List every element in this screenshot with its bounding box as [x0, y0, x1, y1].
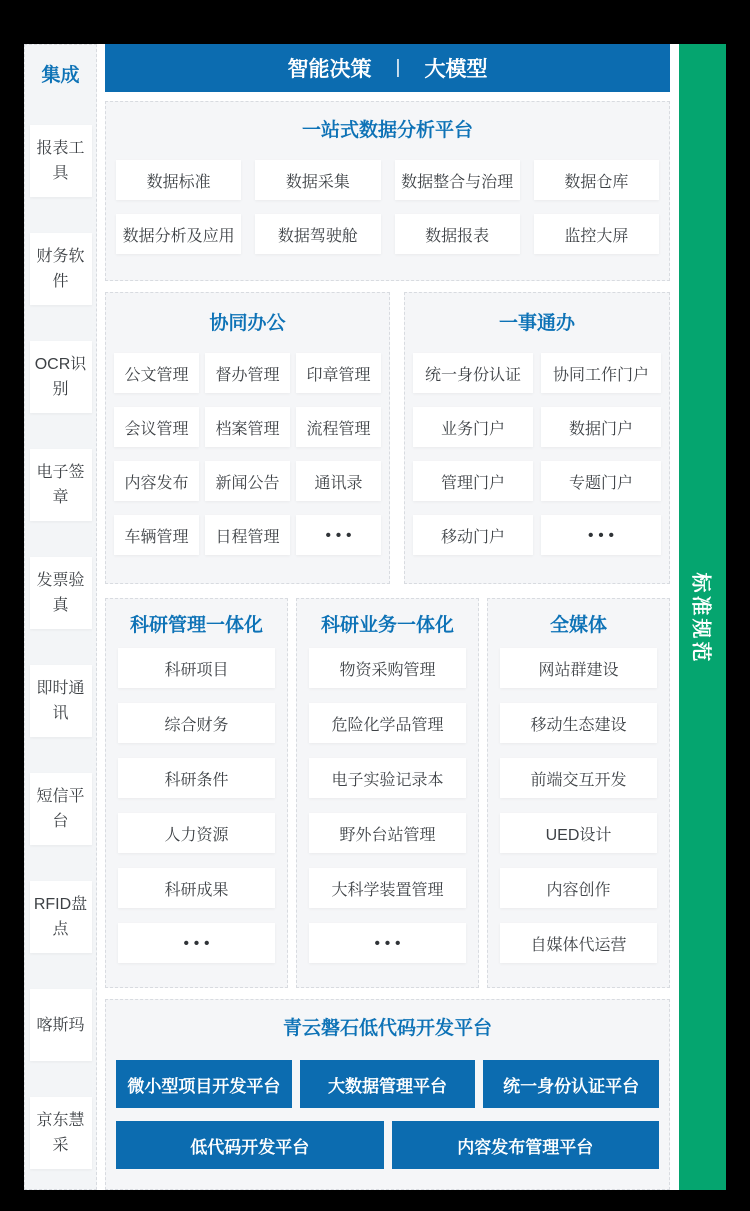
sidebar-item-kasma: 喀斯玛	[30, 989, 92, 1061]
section-research-mgmt	[105, 598, 288, 988]
module-card: 督办管理	[205, 353, 290, 393]
module-card: 物资采购管理	[309, 648, 466, 688]
module-card: 科研项目	[118, 648, 275, 688]
module-card: 车辆管理	[114, 515, 199, 555]
office-grid	[114, 353, 381, 555]
section-collab-office	[105, 292, 390, 584]
section-title: 青云磐石低代码开发平台	[282, 1018, 492, 1039]
section-title: 一站式数据分析平台	[301, 120, 473, 141]
sidebar-item-instant-messaging: 即时通讯	[30, 665, 92, 737]
module-card: 数据采集	[255, 160, 380, 200]
ellipsis-card: •••	[309, 923, 466, 963]
row-office-onestop	[105, 292, 670, 584]
section-title: 全媒体	[549, 615, 607, 636]
platform-button: 内容发布管理平台	[392, 1121, 660, 1169]
research-biz-stack	[309, 648, 466, 963]
module-card: 会议管理	[114, 407, 199, 447]
section-data-analytics	[105, 101, 670, 281]
module-card: 通讯录	[296, 461, 381, 501]
sidebar-item-finance-software: 财务软件	[30, 233, 92, 305]
onestop-grid	[413, 353, 661, 555]
module-card: 新闻公告	[205, 461, 290, 501]
banner-item-large-model: 大模型	[424, 58, 488, 81]
module-card: 数据标准	[116, 160, 241, 200]
module-card: 监控大屏	[534, 214, 659, 254]
banner-divider: |	[395, 57, 401, 78]
module-card: 数据整合与治理	[395, 160, 520, 200]
sidebar-item-invoice-verify: 发票验真	[30, 557, 92, 629]
sidebar-item-jd-procurement: 京东慧采	[30, 1097, 92, 1169]
module-card: 危险化学品管理	[309, 703, 466, 743]
module-card: 数据门户	[541, 407, 661, 447]
platform-button: 微小型项目开发平台	[116, 1060, 292, 1108]
research-mgmt-stack	[118, 648, 275, 963]
module-card: 日程管理	[205, 515, 290, 555]
module-card: 公文管理	[114, 353, 199, 393]
section-title: 科研业务一体化	[320, 615, 454, 636]
section-omnimedia	[487, 598, 670, 988]
module-card: 前端交互开发	[500, 758, 657, 798]
lowcode-row-1	[116, 1060, 659, 1108]
module-card: UED设计	[500, 813, 657, 853]
platform-button: 统一身份认证平台	[483, 1060, 659, 1108]
top-banner	[105, 44, 670, 92]
module-card: 管理门户	[413, 461, 533, 501]
section-title: 一事通办	[498, 313, 575, 334]
section-one-stop	[404, 292, 670, 584]
module-card: 科研成果	[118, 868, 275, 908]
module-card: 自媒体代运营	[500, 923, 657, 963]
standards-bar-label: 标准规范	[689, 572, 711, 665]
row-research-media	[105, 598, 670, 988]
section-title: 协同办公	[209, 313, 286, 334]
module-card: 科研条件	[118, 758, 275, 798]
omnimedia-stack	[500, 648, 657, 963]
module-card: 网站群建设	[500, 648, 657, 688]
module-card: 数据分析及应用	[116, 214, 241, 254]
sidebar-item-sms-platform: 短信平台	[30, 773, 92, 845]
sidebar-item-rfid-inventory: RFID盘点	[30, 881, 92, 953]
analytics-grid	[116, 160, 659, 254]
section-title: 科研管理一体化	[129, 615, 263, 636]
module-card: 人力资源	[118, 813, 275, 853]
sidebar-item-report-tools: 报表工具	[30, 125, 92, 197]
module-card: 综合财务	[118, 703, 275, 743]
ellipsis-card: •••	[541, 515, 661, 555]
architecture-diagram	[24, 44, 726, 1190]
module-card: 野外台站管理	[309, 813, 466, 853]
section-research-biz	[296, 598, 479, 988]
module-card: 业务门户	[413, 407, 533, 447]
module-card: 大科学装置管理	[309, 868, 466, 908]
module-card: 档案管理	[205, 407, 290, 447]
sidebar-item-ocr: OCR识别	[30, 341, 92, 413]
module-card: 数据仓库	[534, 160, 659, 200]
module-card: 数据驾驶舱	[255, 214, 380, 254]
module-card: 统一身份认证	[413, 353, 533, 393]
module-card: 印章管理	[296, 353, 381, 393]
platform-button: 大数据管理平台	[300, 1060, 476, 1108]
module-card: 电子实验记录本	[309, 758, 466, 798]
sidebar-title-integration: 集成	[41, 65, 80, 86]
module-card: 内容创作	[500, 868, 657, 908]
module-card: 协同工作门户	[541, 353, 661, 393]
section-lowcode	[105, 999, 670, 1190]
module-card: 流程管理	[296, 407, 381, 447]
lowcode-row-2	[116, 1121, 659, 1169]
integration-sidebar	[24, 44, 97, 1190]
platform-button: 低代码开发平台	[116, 1121, 384, 1169]
module-card: 移动门户	[413, 515, 533, 555]
module-card: 移动生态建设	[500, 703, 657, 743]
ellipsis-card: •••	[296, 515, 381, 555]
module-card: 专题门户	[541, 461, 661, 501]
banner-item-smart-decision: 智能决策	[287, 58, 372, 81]
sidebar-item-e-signature: 电子签章	[30, 449, 92, 521]
standards-bar	[679, 44, 726, 1190]
ellipsis-card: •••	[118, 923, 275, 963]
module-card: 内容发布	[114, 461, 199, 501]
main-column	[105, 44, 670, 1190]
module-card: 数据报表	[395, 214, 520, 254]
